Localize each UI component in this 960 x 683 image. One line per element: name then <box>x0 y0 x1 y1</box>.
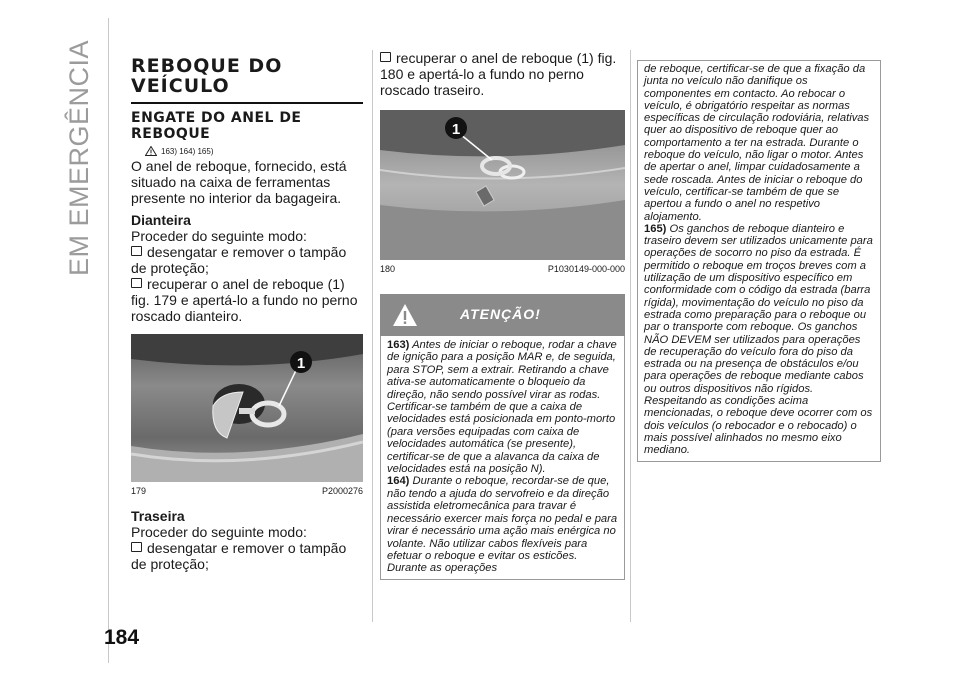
note-text: Antes de iniciar o reboque, rodar a chave de ignição para a posição MAR e, de seguida, para STOP, sem a extrair. Retirando a chave ativa-se automaticamente o bloqueio da direção, não sendo possível virar as rodas. Certificar-se também de que a caixa de velocidades está posicionada em ponto-morto (para versões equipadas com caixa de velocidades automática (se presente), certificar-se de que a alavanca da caixa de velocidades está na posição N). <box>387 339 617 476</box>
figure-180-caption <box>380 264 625 274</box>
column-separator <box>630 50 631 622</box>
note-text: Os ganchos de reboque dianteiro e traseiro devem ser utilizados unicamente para operações de socorro no piso da estrada. É permitido o reboque em troços breves com a utilização de um dispositivo específico em conformidade com o código da estrada (barra rígida), movimentação do veículo no piso da estrada como preparação para o reboque ou par o transporte com reboque. Os ganchos NÃO DEVEM ser utilizados para operações de recuperação do veículo fora do piso da estrada ou na presença de obstáculos e/ou para operações de reboque mediante cabos ou outros dispositivos não rígidos. Respeitando as condições acima mencionadas, o reboque deve ocorrer com os dois veículos (o rebocador e o rebocado) o mais possível alinhados no mesmo eixo mediano. <box>644 222 873 457</box>
front-tow-hook-illustration <box>131 334 363 482</box>
note-164 <box>387 475 618 574</box>
side-divider <box>108 18 109 663</box>
note-163 <box>387 339 618 475</box>
warning-triangle-icon <box>145 146 157 156</box>
figure-179-image <box>131 334 363 482</box>
figure-callout-1: 1 <box>451 121 461 138</box>
rear-heading: Traseira <box>131 508 185 524</box>
section-side-tab <box>64 36 94 276</box>
warning-references <box>145 146 363 156</box>
column-3 <box>637 60 880 462</box>
page-title <box>131 56 363 96</box>
note-text: Durante o reboque, recordar-se de que, não tendo a ajuda do servofreio e da direção assistida eletromecânica para travar é necessário exercer mais força no pedal e para virar é necessário uma ação mais enérgica no volante. Não utilizar cabos flexíveis para efetuar o reboque e evitar os esticões. Durante as operações <box>387 475 618 575</box>
figure-179-caption <box>131 486 363 496</box>
note-number: 165) <box>644 222 667 235</box>
page-number: 184 <box>104 626 140 649</box>
front-heading: Dianteira <box>131 212 191 228</box>
section-title <box>131 110 363 142</box>
column-separator <box>372 50 373 622</box>
warning-notes <box>380 336 625 580</box>
note-number: 164) <box>387 475 410 488</box>
warning-box <box>380 294 625 580</box>
front-step-2 <box>131 276 363 324</box>
rear-instructions: Proceder do seguinte modo: <box>131 524 307 540</box>
warning-header <box>380 294 625 336</box>
checkbox-bullet-icon <box>380 52 391 62</box>
checkbox-bullet-icon <box>131 278 142 288</box>
checkbox-bullet-icon <box>131 246 142 256</box>
figure-180-image <box>380 110 625 260</box>
column-1 <box>131 50 363 572</box>
rear-step-1 <box>131 540 363 572</box>
reference-numbers: 163) 164) 165) <box>161 146 214 156</box>
figure-code: P2000276 <box>321 486 363 496</box>
title-rule <box>131 102 363 104</box>
side-tab-label: EM EMERGÊNCIA <box>64 39 94 276</box>
front-step-2-text: recuperar o anel de reboque (1) fig. 179 e apertá-lo a fundo no perno roscado dianteiro. <box>131 276 358 324</box>
checkbox-bullet-icon <box>131 542 142 552</box>
front-step-1-text: desengatar e remover o tampão de proteção; <box>131 244 347 276</box>
note-165 <box>644 223 874 457</box>
warning-notes-continued <box>637 60 881 462</box>
page-title-line1: REBOQUE DO <box>131 55 283 77</box>
note-number: 163) <box>387 339 410 351</box>
warning-title: ATENÇÃO! <box>460 306 541 322</box>
section-title-line2: REBOQUE <box>131 126 211 142</box>
column-2 <box>380 50 625 580</box>
rear-step-1-text: desengatar e remover o tampão de proteção; <box>131 540 347 572</box>
intro-paragraph: O anel de reboque, fornecido, está situado na caixa de ferramentas presente no interior da bagageira. <box>131 158 347 206</box>
warning-triangle-icon <box>392 303 418 327</box>
figure-number: 180 <box>380 264 396 274</box>
figure-number: 179 <box>131 486 147 496</box>
front-instructions: Proceder do seguinte modo: <box>131 228 307 244</box>
rear-step-2 <box>380 50 625 98</box>
front-step-1 <box>131 244 363 276</box>
note-164-continued: de reboque, certificar-se de que a fixação da junta no veículo não danifique os componentes em contacto. Ao rebocar o veículo, é obrigatório respeitar as normas específicas de circulação rodoviária, relativas quer ao dispositivo de reboque quer ao comportamento a ter na estrada. Durante o reboque do veículo, não ligar o motor. Antes de apertar o anel, limpar cuidadosamente a sede roscada. Antes de iniciar o reboque do veículo, certificar-se também de que se apertou a fundo o anel no respetivo alojamento. <box>644 63 870 223</box>
figure-callout-1: 1 <box>296 355 306 372</box>
rear-tow-hook-illustration <box>380 110 625 260</box>
rear-step-2-text: recuperar o anel de reboque (1) fig. 180 e apertá-lo a fundo no perno roscado traseiro. <box>380 50 617 98</box>
figure-code: P1030149-000-000 <box>547 264 625 274</box>
section-title-line1: ENGATE DO ANEL DE <box>131 110 302 126</box>
page-title-line2: VEÍCULO <box>131 75 230 97</box>
